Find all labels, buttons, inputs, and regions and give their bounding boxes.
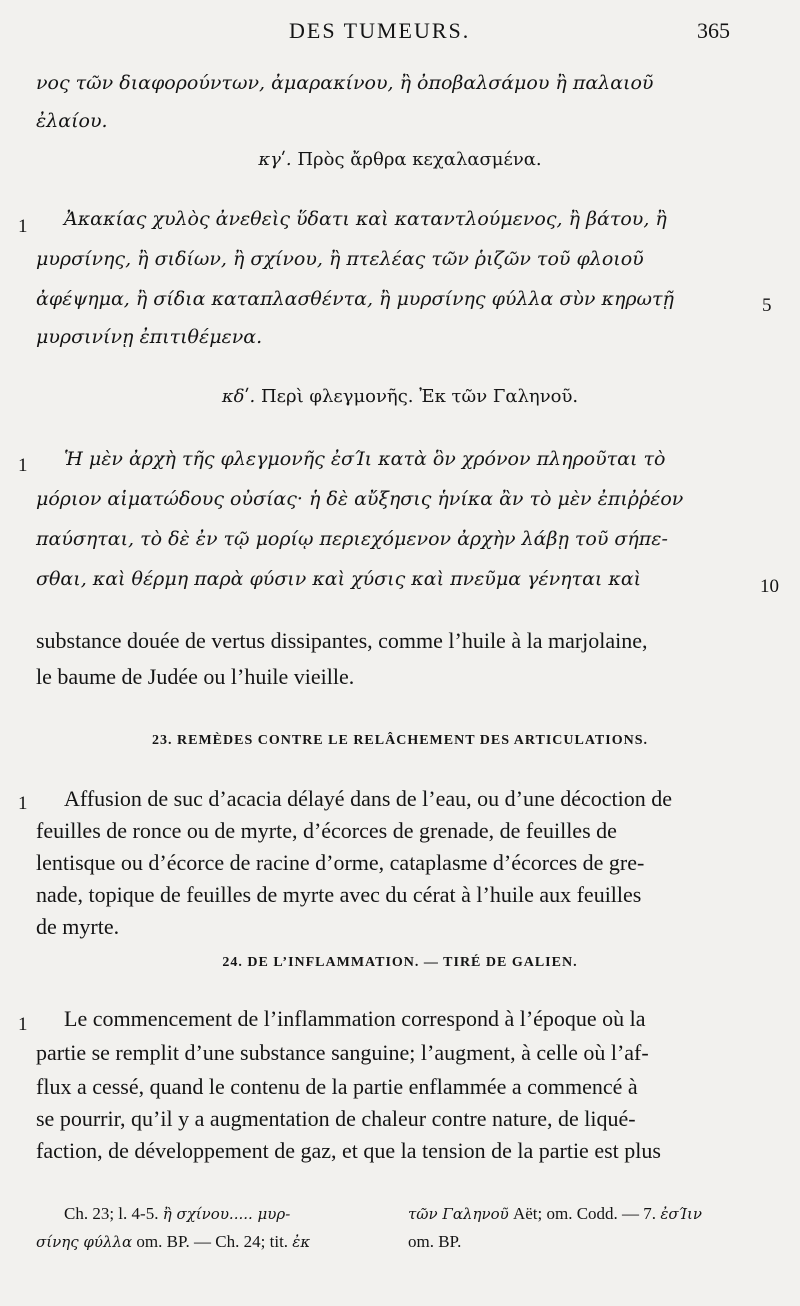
french-section-23-line-2: feuilles de ronce ou de myrte, d’écorces de grenade, de feuilles de: [36, 818, 617, 843]
french-section-24-line-3: flux a cessé, quand le contenu de la partie enflammée a commencé à: [36, 1074, 638, 1099]
footnote-ref-ch24: om. BP. — Ch. 24; tit.: [136, 1232, 289, 1251]
greek-section-23-heading: [0, 149, 800, 170]
greek-section-23-line-4: μυρσινίνῃ ἐπιτιθέμενα.: [36, 326, 263, 348]
greek-section-24-heading: [0, 386, 800, 407]
french-continuation-line-2: le baume de Judée ou l’huile vieille.: [36, 664, 355, 689]
greek-section-23-line-1: Ἀκακίας χυλὸς ἀνεθεὶς ὕδατι καὶ καταντλούμενος, ἢ βάτου, ἢ: [64, 208, 667, 230]
footnote-left-line-1: [64, 1204, 290, 1224]
french-section-24-line-4: se pourrir, qu’il y a augmentation de chaleur contre nature, de liqué-: [36, 1106, 636, 1131]
running-title: DES TUMEURS.: [289, 18, 471, 43]
footnote-greek-variant-5: ἐσΊιν: [660, 1205, 703, 1223]
french-section-23-heading: 23. REMÈDES CONTRE LE RELÂCHEMENT DES ARTICULATIONS.: [152, 733, 648, 748]
page-header: [0, 14, 800, 54]
greek-margin-number-10: 10: [760, 576, 779, 597]
french-continuation-line-1: substance douée de vertus dissipantes, comme l’huile à la marjolaine,: [36, 628, 648, 653]
footnote-greek-variant-1: ἢ σχίνου..... μυρ-: [162, 1205, 291, 1223]
french-section-24-line-1: Le commencement de l’inflammation correspond à l’époque où la: [64, 1006, 646, 1031]
greek-section-23-line-3: ἀφέψημα, ἢ σίδια καταπλασθέντα, ἢ μυρσίνης φύλλα σὺν κηρωτῇ: [36, 288, 674, 310]
footnote-greek-variant-4: τῶν Γαληνοῦ: [408, 1205, 509, 1223]
footnote-left-line-2: [36, 1232, 310, 1252]
footnote-greek-variant-2: σίνης φύλλα: [36, 1233, 133, 1251]
french-section-24-line-5: faction, de développement de gaz, et que la tension de la partie est plus: [36, 1138, 661, 1163]
greek-section-24-number: κδʹ.: [221, 386, 256, 407]
french-section-24-heading: 24. DE L’INFLAMMATION. — TIRÉ DE GALIEN.: [222, 955, 578, 970]
french-section-24-line-marker: 1: [18, 1014, 28, 1035]
greek-section-24-line-4: σθαι, καὶ θέρμη παρὰ φύσιν καὶ χύσις καὶ πνεῦμα γένηται καὶ: [36, 568, 642, 590]
greek-section-24-line-marker: 1: [18, 455, 28, 476]
greek-section-24-title: Περὶ φλεγμονῆς. Ἐκ τῶν Γαληνοῦ.: [260, 386, 579, 407]
footnote-ref-aet: Aët; om. Codd. — 7.: [512, 1204, 657, 1223]
french-section-23-line-4: nade, topique de feuilles de myrte avec du cérat à l’huile aux feuilles: [36, 882, 642, 907]
greek-section-23-number: κγʹ.: [258, 149, 292, 170]
greek-section-24-line-3: παύσηται, τὸ δὲ ἐν τῷ μορίῳ περιεχόμενον ἀρχὴν λάβῃ τοῦ σήπε-: [36, 528, 668, 550]
greek-continuation-line-2: ἐλαίου.: [36, 110, 108, 132]
greek-section-23-title: Πρὸς ἄρθρα κεχαλασμένα.: [297, 149, 542, 170]
french-section-24-line-2: partie se remplit d’une substance sanguine; l’augment, à celle où l’af-: [36, 1040, 649, 1065]
french-section-23-line-5: de myrte.: [36, 914, 120, 939]
page-number: 365: [697, 18, 730, 43]
footnote-right-line-1: [408, 1204, 702, 1224]
footnote-right-line-2: om. BP.: [408, 1232, 462, 1251]
french-section-23-line-marker: 1: [18, 793, 28, 814]
greek-section-23-line-marker: 1: [18, 216, 28, 237]
greek-section-24-line-2: μόριον αἱματώδους οὐσίας· ἡ δὲ αὔξησις ἡνίκα ἂν τὸ μὲν ἐπιῤῥέον: [36, 488, 684, 510]
greek-margin-number-5: 5: [762, 295, 772, 316]
french-section-23-line-3: lentisque ou d’écorce de racine d’orme, cataplasme d’écorces de gre-: [36, 850, 645, 875]
footnote-greek-variant-3: ἐκ: [292, 1233, 311, 1251]
footnote-ref-ch23: Ch. 23; l. 4-5.: [64, 1204, 159, 1223]
french-section-23-line-1: Affusion de suc d’acacia délayé dans de l’eau, ou d’une décoction de: [64, 786, 673, 811]
greek-continuation-line-1: νος τῶν διαφορούντων, ἀμαρακίνου, ἢ ὀποβαλσάμου ἢ παλαιοῦ: [36, 72, 654, 94]
greek-section-24-line-1: Ἡ μὲν ἀρχὴ τῆς φλεγμονῆς ἐσΊι κατὰ ὃν χρόνον πληροῦται τὸ: [64, 448, 666, 470]
greek-section-23-line-2: μυρσίνης, ἢ σιδίων, ἢ σχίνου, ἢ πτελέας τῶν ῥιζῶν τοῦ φλοιοῦ: [36, 248, 644, 270]
